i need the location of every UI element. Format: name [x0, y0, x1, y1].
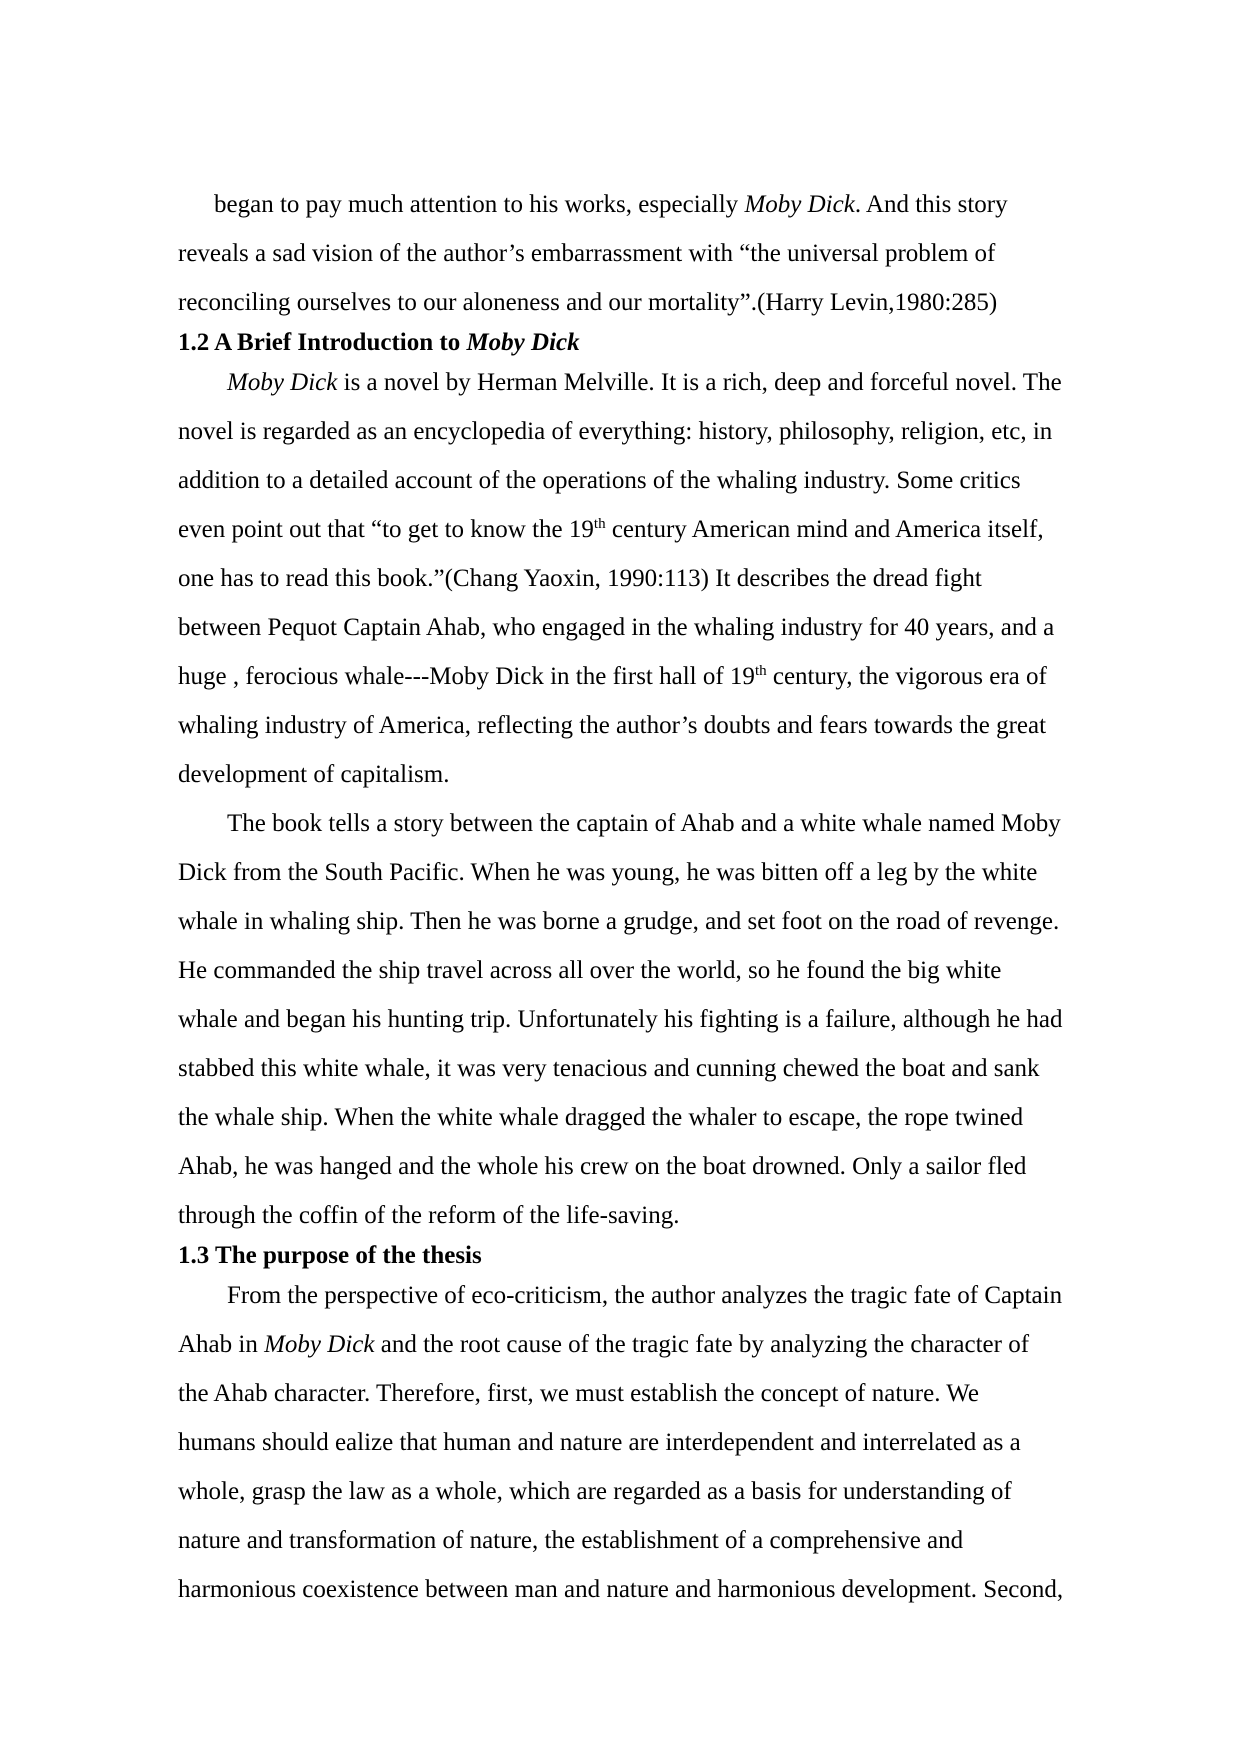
text-line — [178, 515, 1044, 545]
text-line: The book tells a story between the captain of Ahab and a white whale named Moby — [227, 810, 1061, 837]
text-line: addition to a detailed account of the operations of the whaling industry. Some critics — [178, 467, 1021, 494]
superscript: th — [754, 663, 767, 679]
text-line: whaling industry of America, reflecting the author’s doubts and fears towards the great — [178, 712, 1047, 739]
book-title: Moby Dick — [744, 191, 855, 218]
text-run: century, the vigorous era of — [766, 663, 1047, 690]
text-line: reconciling ourselves to our aloneness and our mortality”.(Harry Levin,1980:285) — [178, 289, 998, 316]
text-line: novel is regarded as an encyclopedia of everything: history, philosophy, religion, etc, in — [178, 418, 1053, 445]
text-line: humans should ealize that human and nature are interdependent and interrelated as a — [178, 1429, 1021, 1456]
text-run: huge , ferocious whale---Moby Dick in the first hall of 19 — [178, 663, 755, 690]
text-line — [178, 1330, 1029, 1360]
section-heading: 1.3 The purpose of the thesis — [178, 1242, 482, 1269]
text-line: Ahab, he was hanged and the whole his crew on the boat drowned. Only a sailor fled — [178, 1153, 1027, 1180]
text-line: whale and began his hunting trip. Unfortunately his fighting is a failure, although he had — [178, 1006, 1063, 1033]
text-line: From the perspective of eco-criticism, the author analyzes the tragic fate of Captain — [227, 1282, 1063, 1309]
superscript: th — [593, 516, 606, 532]
text-line: He commanded the ship travel across all over the world, so he found the big white — [178, 957, 1002, 984]
book-title: Moby Dick — [264, 1331, 375, 1358]
text-line: Dick from the South Pacific. When he was young, he was bitten off a leg by the white — [178, 859, 1038, 886]
text-line: the whale ship. When the white whale dragged the whaler to escape, the rope twined — [178, 1104, 1024, 1131]
book-title: Moby Dick — [227, 369, 338, 396]
text-line: through the coffin of the reform of the life-saving. — [178, 1202, 680, 1229]
text-run: even point out that “to get to know the 19 — [178, 516, 594, 543]
book-title: Moby Dick — [466, 329, 580, 356]
text-line: whale in whaling ship. Then he was borne a grudge, and set foot on the road of revenge. — [178, 908, 1060, 935]
text-line — [214, 190, 1008, 220]
heading-text: 1.2 A Brief Introduction to — [178, 329, 467, 356]
text-line: nature and transformation of nature, the establishment of a comprehensive and — [178, 1527, 964, 1554]
text-line: harmonious coexistence between man and nature and harmonious development. Second, — [178, 1576, 1064, 1603]
text-run: . And this story — [854, 191, 1008, 218]
text-line: one has to read this book.”(Chang Yaoxin, 1990:113) It describes the dread fight — [178, 565, 982, 592]
text-line — [178, 662, 1047, 692]
text-line: the Ahab character. Therefore, first, we must establish the concept of nature. We — [178, 1380, 979, 1407]
text-line: whole, grasp the law as a whole, which are regarded as a basis for understanding of — [178, 1478, 1012, 1505]
text-run: began to pay much attention to his works, especially — [214, 191, 745, 218]
section-heading — [178, 328, 580, 358]
text-line: reveals a sad vision of the author’s embarrassment with “the universal problem of — [178, 240, 996, 267]
text-run: and the root cause of the tragic fate by analyzing the character of — [374, 1331, 1030, 1358]
text-run: is a novel by Herman Melville. It is a rich, deep and forceful novel. The — [337, 369, 1062, 396]
text-line: stabbed this white whale, it was very tenacious and cunning chewed the boat and sank — [178, 1055, 1040, 1082]
text-run: Ahab in — [178, 1331, 265, 1358]
text-line: between Pequot Captain Ahab, who engaged in the whaling industry for 40 years, and a — [178, 614, 1055, 641]
text-line: development of capitalism. — [178, 761, 450, 788]
text-line — [227, 368, 1062, 398]
text-run: century American mind and America itself, — [605, 516, 1044, 543]
